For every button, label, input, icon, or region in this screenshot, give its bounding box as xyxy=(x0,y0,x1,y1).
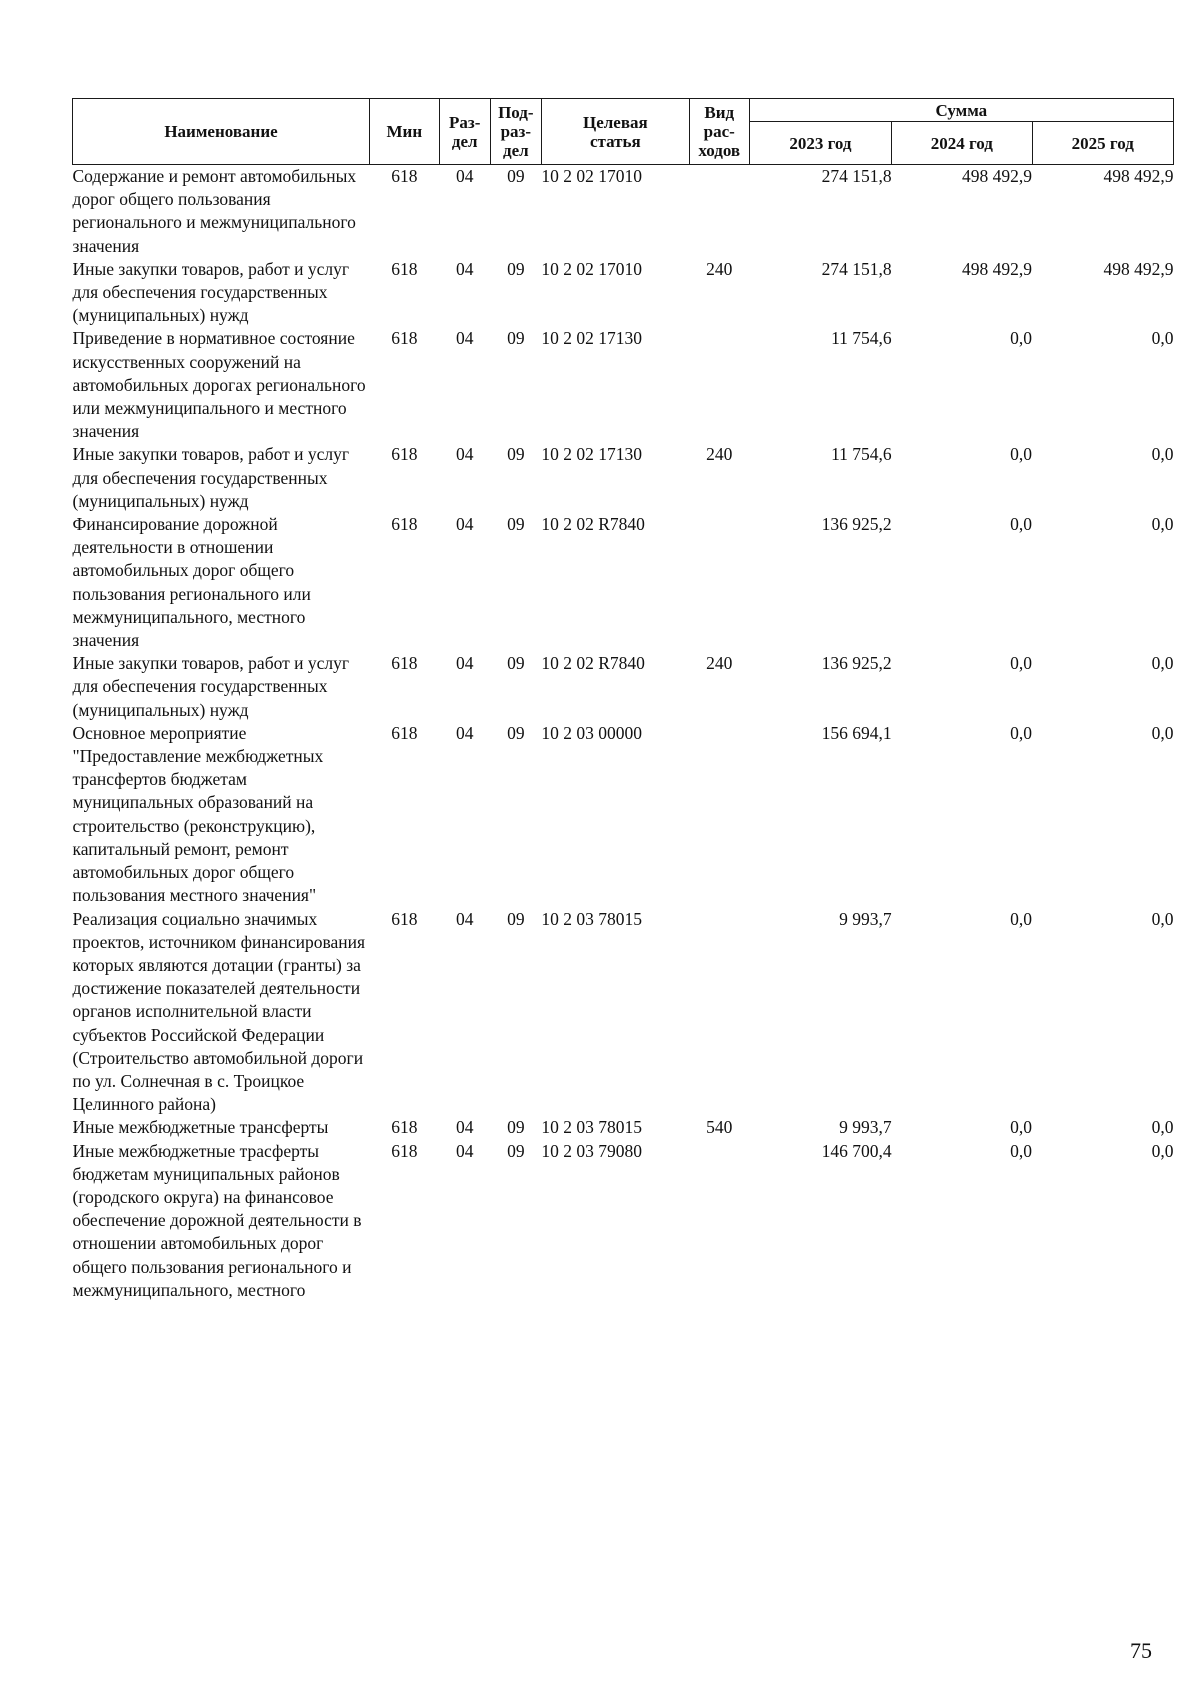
col-header-name: Наименование xyxy=(73,99,370,165)
table-row xyxy=(73,722,1174,908)
cell-vid xyxy=(689,1140,749,1302)
cell-2025: 498 492,9 xyxy=(1103,166,1174,186)
cell-2023: 9 993,7 xyxy=(839,908,892,929)
cell-name: Содержание и ремонт автомобильных дорог общего пользования регионального и межмуниципального значения xyxy=(72,166,357,256)
cell-vid xyxy=(689,722,749,908)
table-row xyxy=(73,1116,1174,1139)
cell-name: Реализация социально значимых проектов, источником финансирования которых являются дотации (гранты) за достижение показателей деятельности органов исполнительной власти субъектов Российской Федерации (Строительство автомобильной дороги по ул. Солнечная в с. Троицкое Целинного района) xyxy=(72,908,366,1115)
col-header-target: Целевая статья xyxy=(541,99,689,165)
cell-vid: 240 xyxy=(706,258,733,279)
cell-podrazdel: 09 xyxy=(507,908,525,929)
cell-target: 10 2 02 17010 xyxy=(541,258,642,279)
cell-target: 10 2 02 R7840 xyxy=(541,514,645,535)
cell-2024: 0,0 xyxy=(1010,653,1032,674)
cell-razdel: 04 xyxy=(455,653,474,674)
cell-vid xyxy=(689,908,749,1117)
cell-min: 618 xyxy=(391,514,418,535)
cell-target: 10 2 03 00000 xyxy=(541,722,642,743)
cell-min: 618 xyxy=(391,1117,418,1138)
cell-min: 618 xyxy=(391,908,418,929)
cell-podrazdel: 09 xyxy=(507,653,525,674)
cell-2025: 0,0 xyxy=(1151,1117,1174,1138)
cell-name: Иные закупки товаров, работ и услуг для обеспечения государственных (муниципальных) нужд xyxy=(72,653,350,720)
cell-razdel: 04 xyxy=(455,444,474,465)
table-row xyxy=(73,513,1174,652)
table-row xyxy=(73,908,1174,1117)
col-header-podrazdel: Под- раз- дел xyxy=(490,99,541,165)
cell-razdel: 04 xyxy=(455,166,474,186)
cell-2023: 11 754,6 xyxy=(831,328,892,349)
cell-2024: 0,0 xyxy=(1010,514,1032,535)
header-row-1 xyxy=(73,99,1174,122)
cell-2025: 0,0 xyxy=(1151,908,1174,929)
cell-razdel: 04 xyxy=(455,722,474,743)
col-header-sum: Сумма xyxy=(749,99,1173,122)
cell-podrazdel: 09 xyxy=(507,328,525,349)
cell-podrazdel: 09 xyxy=(507,166,525,186)
cell-name: Приведение в нормативное состояние искусственных сооружений на автомобильных дорогах регионального или межмуниципального и местного значения xyxy=(72,328,366,442)
cell-2024: 0,0 xyxy=(1010,1140,1032,1161)
cell-target: 10 2 02 17130 xyxy=(541,444,642,465)
cell-target: 10 2 02 R7840 xyxy=(541,653,645,674)
cell-2025: 0,0 xyxy=(1151,722,1174,743)
table-row xyxy=(73,165,1174,258)
col-header-vid: Вид рас- ходов xyxy=(689,99,749,165)
cell-podrazdel: 09 xyxy=(507,514,525,535)
cell-min: 618 xyxy=(391,722,418,743)
cell-2025: 0,0 xyxy=(1151,444,1174,465)
budget-table xyxy=(72,98,1174,1302)
table-row xyxy=(73,258,1174,328)
cell-min: 618 xyxy=(391,444,418,465)
cell-2024: 0,0 xyxy=(1010,328,1032,349)
cell-razdel: 04 xyxy=(455,328,474,349)
cell-target: 10 2 02 17010 xyxy=(541,166,642,186)
cell-min: 618 xyxy=(391,258,418,279)
cell-2025: 0,0 xyxy=(1151,1140,1174,1161)
col-header-min: Мин xyxy=(370,99,440,165)
cell-2025: 0,0 xyxy=(1151,514,1174,535)
cell-podrazdel: 09 xyxy=(507,444,525,465)
cell-vid: 240 xyxy=(706,653,733,674)
table-row xyxy=(73,1140,1174,1302)
cell-vid xyxy=(689,165,749,258)
table-row xyxy=(73,327,1174,443)
col-header-2023: 2023 год xyxy=(749,122,892,165)
cell-target: 10 2 03 78015 xyxy=(541,1117,642,1138)
cell-name: Иные закупки товаров, работ и услуг для обеспечения государственных (муниципальных) нужд xyxy=(72,444,350,511)
cell-vid xyxy=(689,513,749,652)
cell-2023: 274 151,8 xyxy=(821,258,892,279)
cell-2024: 498 492,9 xyxy=(962,258,1032,279)
cell-2024: 498 492,9 xyxy=(962,166,1032,186)
cell-razdel: 04 xyxy=(455,1140,474,1161)
cell-target: 10 2 02 17130 xyxy=(541,328,642,349)
page-number: 75 xyxy=(1130,1638,1152,1663)
cell-2023: 156 694,1 xyxy=(821,722,892,743)
cell-razdel: 04 xyxy=(455,908,474,929)
cell-2025: 0,0 xyxy=(1151,653,1174,674)
cell-min: 618 xyxy=(391,653,418,674)
cell-name: Иные межбюджетные трансферты xyxy=(72,1117,329,1138)
cell-2024: 0,0 xyxy=(1010,444,1032,465)
cell-2024: 0,0 xyxy=(1010,908,1032,929)
cell-vid: 240 xyxy=(706,444,733,465)
cell-name: Основное мероприятие "Предоставление межбюджетных трансфертов бюджетам муниципальных образований на строительство (реконструкцию), капитальный ремонт, ремонт автомобильных дорог общего пользования местного значения" xyxy=(72,722,324,906)
cell-min: 618 xyxy=(391,166,418,186)
cell-podrazdel: 09 xyxy=(507,722,525,743)
col-header-razdel: Раз- дел xyxy=(439,99,490,165)
cell-podrazdel: 09 xyxy=(507,1140,525,1161)
cell-2025: 0,0 xyxy=(1151,328,1174,349)
cell-2023: 136 925,2 xyxy=(821,653,892,674)
cell-2023: 274 151,8 xyxy=(821,166,892,186)
cell-podrazdel: 09 xyxy=(507,1117,525,1138)
cell-vid xyxy=(689,327,749,443)
cell-razdel: 04 xyxy=(455,258,474,279)
cell-min: 618 xyxy=(391,328,418,349)
cell-vid: 540 xyxy=(706,1117,733,1138)
cell-2023: 136 925,2 xyxy=(821,514,892,535)
table-body xyxy=(73,165,1174,1302)
cell-name: Финансирование дорожной деятельности в отношении автомобильных дорог общего пользования регионального или межмуниципального, местного значения xyxy=(72,514,311,651)
cell-podrazdel: 09 xyxy=(507,258,525,279)
col-header-2025: 2025 год xyxy=(1032,122,1174,165)
cell-name: Иные межбюджетные трасферты бюджетам муниципальных районов (городского округа) на финансовое обеспечение дорожной деятельности в отношении автомобильных дорог общего пользования регионального и межмуниципального, местного xyxy=(72,1140,362,1300)
cell-target: 10 2 03 79080 xyxy=(541,1140,642,1161)
cell-razdel: 04 xyxy=(455,1117,474,1138)
cell-2023: 9 993,7 xyxy=(839,1117,892,1138)
cell-name: Иные закупки товаров, работ и услуг для обеспечения государственных (муниципальных) нужд xyxy=(72,258,350,326)
col-header-2024: 2024 год xyxy=(892,122,1032,165)
table-row xyxy=(73,652,1174,722)
cell-2024: 0,0 xyxy=(1010,1117,1032,1138)
cell-2023: 11 754,6 xyxy=(831,444,892,465)
table-row xyxy=(73,443,1174,513)
cell-target: 10 2 03 78015 xyxy=(541,908,642,929)
cell-razdel: 04 xyxy=(455,514,474,535)
cell-2024: 0,0 xyxy=(1010,722,1032,743)
cell-2025: 498 492,9 xyxy=(1103,258,1174,279)
cell-min: 618 xyxy=(391,1140,418,1161)
cell-2023: 146 700,4 xyxy=(821,1140,892,1161)
